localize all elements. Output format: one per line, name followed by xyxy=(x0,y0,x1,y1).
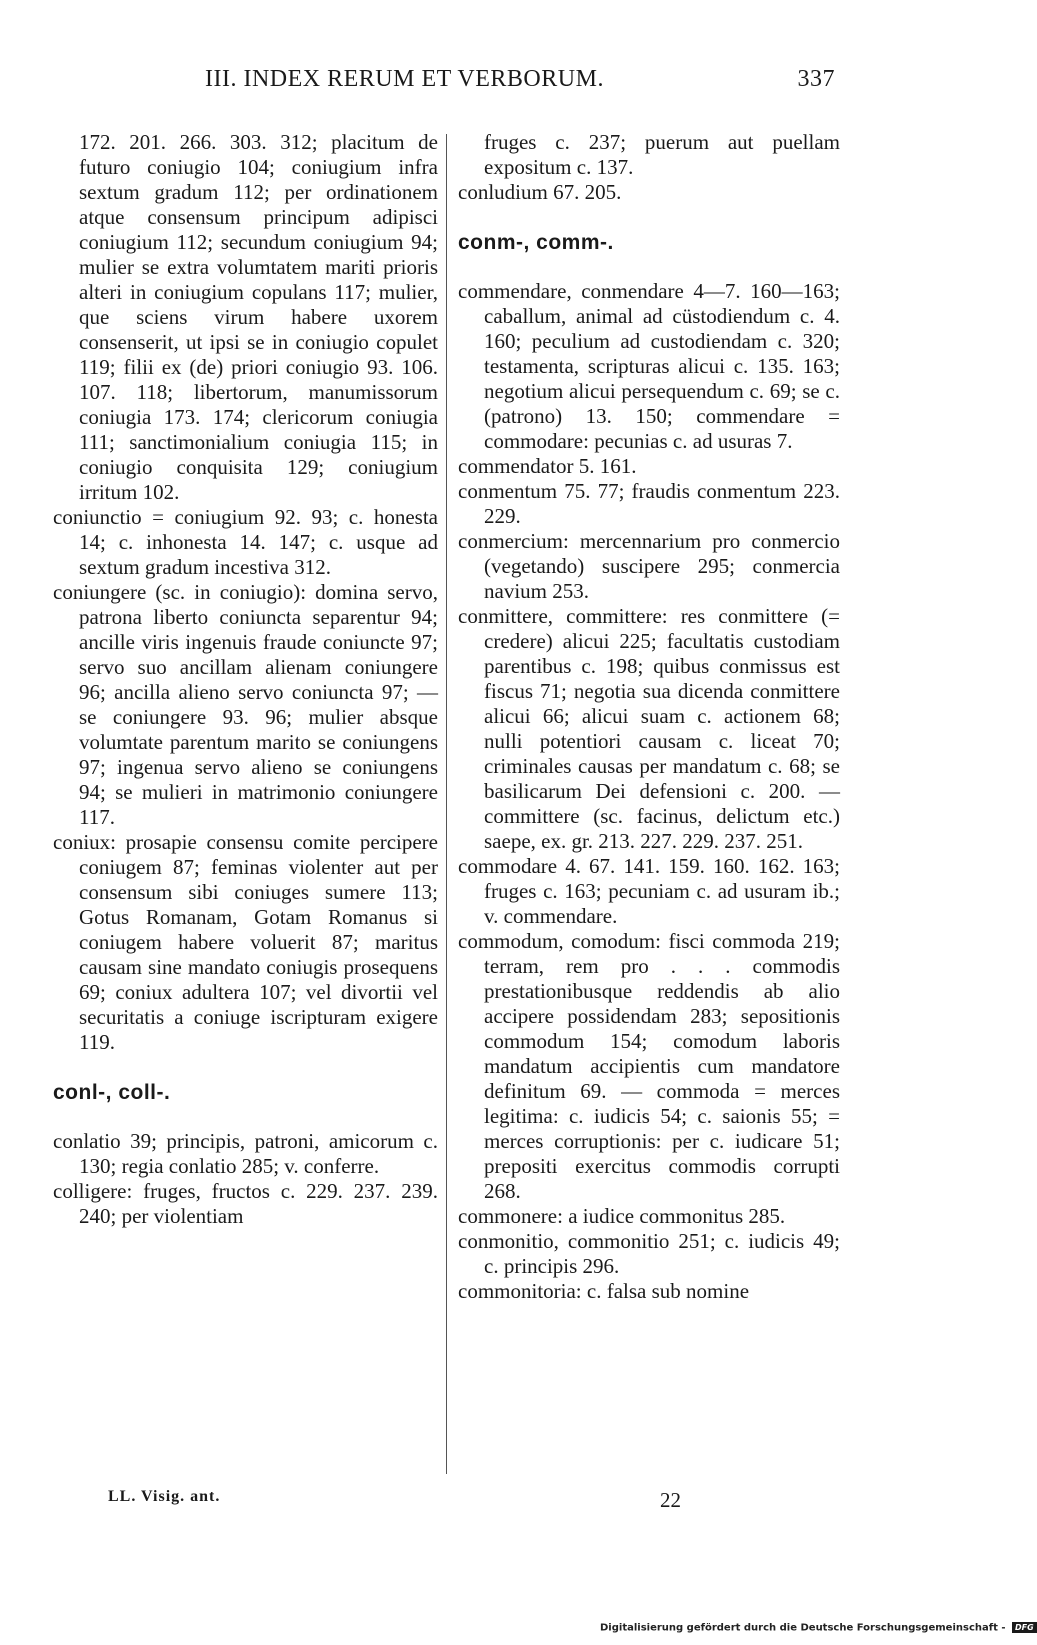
signature-mark: LL. Visig. ant. xyxy=(108,1488,221,1505)
sheet-number: 22 xyxy=(660,1488,681,1512)
index-entry: commonere: a iudice commonitus 285. xyxy=(458,1204,786,1228)
right-column xyxy=(458,130,840,1304)
index-entry: conmonitio, commonitio 251; c. iudicis 49; c. principis 296. xyxy=(458,1229,840,1278)
index-entry: coniungere (sc. in coniugio): domina servo, patrona liberto coniuncta separentur 94; ancille viris ingenuis fraude coniuncte 97; servo suo ancillam alienam coniungere 96; ancilla alieno servo coniuncta 97; — se coniungere 93. 96; mulier absque volumtate parentum marito se coniungens 97; ingenua servo alieno se coniungens 94; se mulieri in matrimonio coniungere 117. xyxy=(53,580,438,829)
index-entry: coniunctio = coniugium 92. 93; c. honesta 14; c. inhonesta 14. 147; c. usque ad sextum gradum incestiva 312. xyxy=(53,505,438,579)
page-number: 337 xyxy=(797,66,835,92)
index-entry: conmittere, committere: res conmittere (= credere) alicui 225; facultatis custodiam parentibus c. 198; quibus conmissus est fiscus 71; negotia sua dicenda conmittere alicui 66; alicui suam c. actionem 68; nulli potentiori causam c. liceat 70; criminales causas per mandatum c. 68; se basilicarum Dei defensioni c. 200. — committere (sc. facinus, delictum etc.) saepe, ex. gr. 213. 227. 229. 237. 251. xyxy=(458,604,840,853)
dfg-logo: DFG xyxy=(1012,1622,1037,1633)
index-entry: conludium 67. 205. xyxy=(458,180,622,204)
index-entry: conmercium: mercennarium pro conmercio (vegetando) suscipere 295; conmercia navium 253. xyxy=(458,529,840,603)
index-entry: commonitoria: c. falsa sub nomine xyxy=(458,1279,750,1303)
index-entry: 172. 201. 266. 303. 312; placitum de futuro coniugio 104; coniugium infra sextum gradum 112; per ordinationem atque consensum principum adipisci coniugium 112; secundum coniugium 94; mulier se extra volumtatem mariti prioris alteri in coniugium copulans 117; mulier, que sciens virum habere uxorem consenserit, ut ipsi se in coniugio copulet 119; filii ex (de) priori coniugio 93. 106. 107. 118; libertorum, manumissorum coniugia 173. 174; clericorum coniugia 111; sanctimonialium coniugia 115; in coniugio conquisita 129; coniugium irritum 102. xyxy=(79,130,438,504)
section-heading: conl-, coll-. xyxy=(53,1081,171,1104)
index-entry: colligere: fruges, fructos c. 229. 237. 239. 240; per violentiam xyxy=(53,1179,438,1228)
index-entry: conlatio 39; principis, patroni, amicorum c. 130; regia conlatio 285; v. conferre. xyxy=(53,1129,438,1178)
section-heading: conm-, comm-. xyxy=(458,231,614,254)
index-entry: commodare 4. 67. 141. 159. 160. 162. 163; fruges c. 163; pecuniam c. ad usuram ib.; v. commendare. xyxy=(458,854,840,928)
index-entry: commodum, comodum: fisci commoda 219; terram, rem pro . . . commodis prestationibusque reddendis ab alio accipere possidendam 283; sepositionis commodum 154; comodum laboris mandatum accipientis cum mandatore definitum 69. — commoda = merces legitima: c. iudicis 54; c. saionis 55; = merces corruptionis: per c. iudicare 51; prepositi exercitus commodis corrupti 268. xyxy=(458,929,840,1203)
digitization-note: Digitalisierung gefördert durch die Deutsche Forschungsgemeinschaft - xyxy=(600,1622,1006,1634)
column-divider xyxy=(446,134,447,1474)
digitization-credit xyxy=(600,1622,1037,1634)
index-entry: commendator 5. 161. xyxy=(458,454,637,478)
index-entry: fruges c. 237; puerum aut puellam expositum c. 137. xyxy=(484,130,840,179)
index-entry: conmentum 75. 77; fraudis conmentum 223. 229. xyxy=(458,479,840,528)
index-entry: commendare, conmendare 4—7. 160—163; caballum, animal ad cüstodiendum c. 4. 160; peculium ad custodiendam c. 320; testamenta, scripturas alicui c. 135. 163; negotium alicui persequendum c. 69; se c. (patrono) 13. 150; commendare = commodare: pecunias c. ad usuras 7. xyxy=(458,279,840,453)
index-entry: coniux: prosapie consensu comite percipere coniugem 87; feminas violenter aut per consensum sibi coniuges sumere 113; Gotus Romanam, Gotam Romanus si coniugem habere voluerit 87; maritus causam sine mandato coniugis prosequens 69; coniux adultera 107; vel divortii vel securitatis a coniuge iscripturam exigere 119. xyxy=(53,830,438,1054)
page-title: III. INDEX RERUM ET VERBORUM. xyxy=(205,66,604,92)
left-column xyxy=(53,130,438,1229)
